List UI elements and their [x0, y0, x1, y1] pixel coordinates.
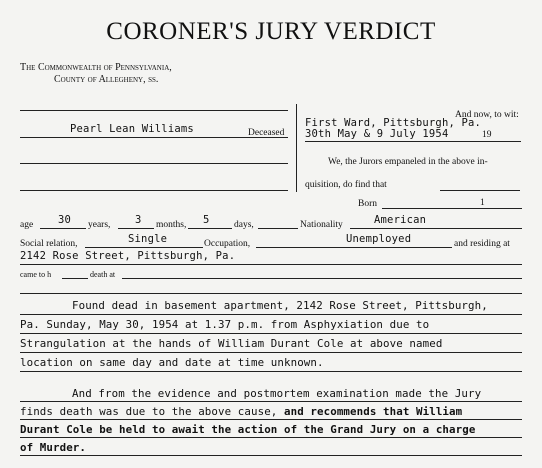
deceased-name: Pearl Lean Williams — [70, 123, 194, 135]
rule — [20, 371, 522, 372]
days-label: days, — [234, 220, 254, 230]
finding-line-3: Strangulation at the hands of William Durant Cole at above named — [20, 337, 443, 350]
occupation-label: Occupation, — [204, 239, 251, 249]
verdict-line-4: of Murder. — [20, 441, 87, 454]
inquest-dates: 30th May & 9 July 1954 — [305, 128, 449, 140]
age-days: 5 — [203, 214, 210, 226]
age-label: age — [20, 220, 34, 230]
social-relation-label: Social relation, — [20, 239, 78, 249]
years-label: years, — [88, 220, 111, 230]
rule — [118, 228, 154, 229]
residing-label: and residing at — [454, 239, 510, 249]
born-label: Born — [358, 199, 377, 209]
rule — [305, 141, 521, 142]
came-to-label: came to h — [20, 270, 52, 279]
rule — [20, 163, 288, 164]
born-mark: 1 — [480, 198, 485, 208]
and-now-label: And now, to wit: — [455, 110, 519, 120]
age-months: 3 — [135, 214, 142, 226]
jurisdiction-line-2: County of Allegheny, ss. — [54, 74, 159, 85]
finding-line-1: Found dead in basement apartment, 2142 Rose Street, Pittsburgh, — [72, 299, 488, 312]
year-prefix: 19 — [482, 130, 492, 140]
rule — [20, 455, 522, 456]
rule — [122, 278, 522, 279]
finding-line-4: location on same day and date at time unknown. — [20, 356, 324, 369]
death-at-label: death at — [90, 270, 116, 279]
rule — [440, 190, 520, 191]
verdict-line-2-bold: and recommends that William — [277, 405, 463, 418]
social-relation-value: Single — [128, 233, 168, 245]
months-label: months, — [156, 220, 187, 230]
verdict-line-1: And from the evidence and postmortem examination made the Jury — [72, 387, 482, 400]
nationality-label: Nationality — [300, 220, 343, 230]
rule — [258, 228, 298, 229]
rule — [20, 352, 522, 353]
rule — [350, 228, 522, 229]
rule — [62, 278, 88, 279]
rule — [20, 110, 288, 111]
rule — [85, 247, 203, 248]
rule — [20, 314, 522, 315]
nationality-value: American — [374, 214, 427, 226]
verdict-line-2-plain: finds death was due to the above cause, — [20, 405, 278, 418]
deceased-label: Deceased — [248, 128, 285, 138]
rule — [20, 333, 522, 334]
jurors-line-1: We, the Jurors empaneled in the above in- — [328, 157, 488, 167]
verdict-line-3: Durant Cole be held to await the action of the Grand Jury on a charge — [20, 423, 476, 436]
occupation-value: Unemployed — [346, 233, 412, 245]
verdict-line-2 — [20, 405, 462, 418]
header-divider — [296, 104, 297, 192]
page-title: CORONER'S JURY VERDICT — [106, 18, 436, 45]
address-value: 2142 Rose Street, Pittsburgh, Pa. — [20, 250, 236, 262]
rule — [20, 419, 522, 420]
rule — [20, 190, 288, 191]
finding-line-2: Pa. Sunday, May 30, 1954 at 1.37 p.m. from Asphyxiation due to — [20, 318, 430, 331]
jurisdiction-line-1: The Commonwealth of Pennsylvania, — [20, 62, 172, 73]
rule — [188, 228, 232, 229]
location: First Ward, Pittsburgh, Pa. — [305, 117, 482, 129]
jurors-line-2: quisition, do find that — [305, 180, 387, 190]
rule — [20, 437, 522, 438]
age-years: 30 — [58, 214, 72, 226]
rule — [20, 401, 522, 402]
rule — [20, 264, 522, 265]
rule — [20, 293, 522, 294]
rule — [382, 208, 522, 209]
rule — [40, 228, 86, 229]
rule — [256, 247, 452, 248]
